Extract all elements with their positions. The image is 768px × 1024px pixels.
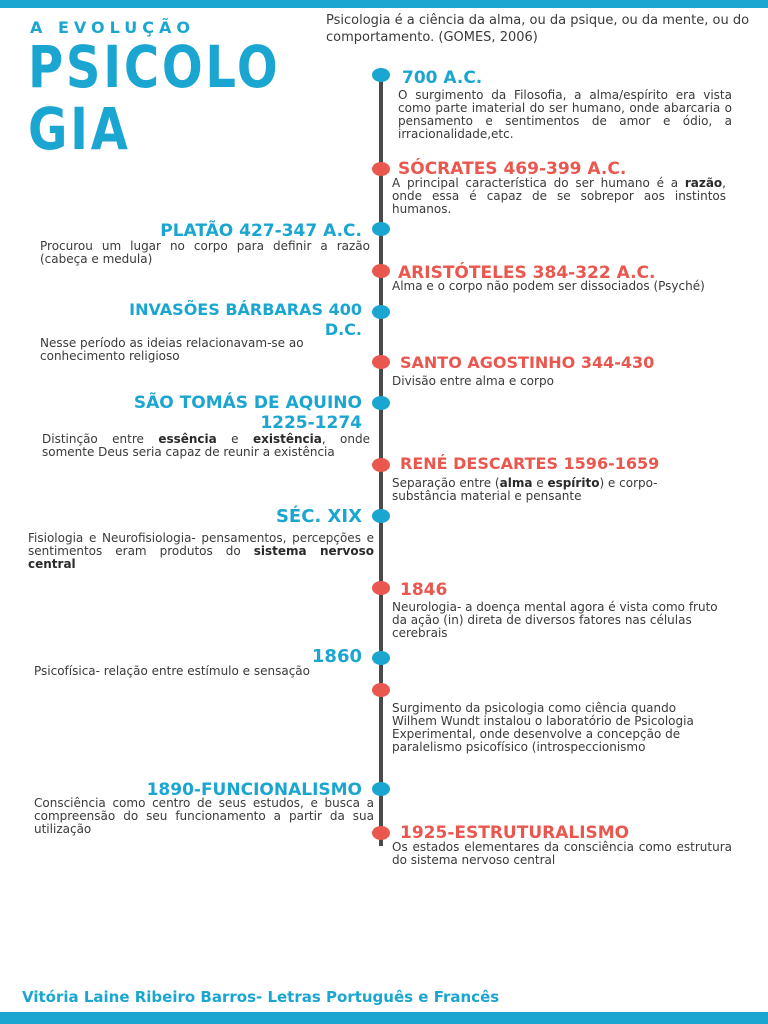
event-agostinho-text: Divisão entre alma e corpo (392, 374, 554, 388)
event-platao-text: Procurou um lugar no corpo para definir a razão (cabeça e medula) (40, 239, 370, 266)
event-descartes-text: Separação entre (alma e espírito) e corpo- substância material e pensante (392, 476, 658, 503)
timeline-dot-sec-xix (372, 509, 390, 523)
page-title-line2: GIA (28, 95, 131, 163)
event-700ac-title: 700 A.C. (402, 68, 483, 88)
event-platao-title: PLATÃO 427-347 A.C. (160, 221, 362, 241)
timeline-dot-agostinho (372, 355, 390, 369)
event-descartes-title: RENÉ DESCARTES 1596-1659 (400, 454, 660, 473)
page-title (28, 33, 304, 163)
event-agostinho-title: SANTO AGOSTINHO 344-430 (400, 353, 655, 372)
event-invasoes-text: Nesse período as ideias relacionavam-se ao conhecimento religioso (40, 336, 304, 363)
author-credit: Vitória Laine Ribeiro Barros- Letras Português e Francês (22, 988, 500, 1006)
timeline-dot-1925 (372, 826, 390, 840)
timeline-dot-aristoteles (372, 264, 390, 278)
timeline-dot-1846 (372, 581, 390, 595)
event-1846-text: Neurologia- a doença mental agora é vista como fruto da ação (in) direta de diversos fatores nas células cerebrais (392, 600, 718, 640)
timeline-dot-platao (372, 222, 390, 236)
event-1860-text: Psicofísica- relação entre estímulo e sensação (34, 664, 310, 678)
event-sec-xix-title: SÉC. XIX (275, 506, 362, 527)
event-1846-title: 1846 (400, 580, 448, 600)
timeline-dot-wundt (372, 683, 390, 697)
event-sec-xix-text: Fisiologia e Neurofisiologia- pensamentos, percepções e sentimentos eram produtos do sistema nervoso central (28, 531, 375, 571)
event-1925-text: Os estados elementares da consciência como estrutura do sistema nervoso central (392, 840, 732, 867)
event-1860-title: 1860 (311, 646, 362, 667)
event-socrates-text: A principal característica do ser humano é a razão, onde essa é capaz de se sobrepor aos instintos humanos. (392, 176, 726, 216)
timeline-dot-700ac (372, 68, 390, 82)
timeline-dot-aquino (372, 396, 390, 410)
timeline-dot-1890 (372, 782, 390, 796)
timeline-dot-invasoes (372, 305, 390, 319)
timeline-dot-descartes (372, 458, 390, 472)
event-invasoes-title: INVASÕES BÁRBARAS 400 D.C. (129, 300, 362, 339)
event-wundt-text: Surgimento da psicologia como ciência quando Wilhem Wundt instalou o laboratório de Psicologia Experimental, onde desenvolve a concepção de paralelismo psicofísico (introspeccionismo (392, 701, 694, 754)
event-1890-text: Consciência como centro de seus estudos, e busca a compreensão do seu funcionamento a partir da sua utilização (34, 796, 374, 836)
page-title-line1: PSICOLO (28, 33, 281, 101)
kicker-label: A EVOLUÇÃO (30, 18, 195, 37)
event-aquino-text: Distinção entre essência e existência, onde somente Deus seria capaz de reunir a existência (42, 432, 371, 459)
event-aquino-title: SÃO TOMÁS DE AQUINO 1225-1274 (133, 393, 362, 433)
timeline-dot-1860 (372, 651, 390, 665)
bottom-accent-bar (0, 1012, 768, 1024)
event-aristoteles-title: ARISTÓTELES 384-322 A.C. (398, 263, 656, 283)
event-aristoteles-text: Alma e o corpo não podem ser dissociados (Psyché) (392, 279, 705, 293)
intro-definition: Psicologia é a ciência da alma, ou da psique, ou da mente, ou do comportamento. (GOMES, 2006) (326, 13, 750, 45)
event-700ac-text: O surgimento da Filosofia, a alma/espírito era vista como parte imaterial do ser humano, onde abarcaria o pensamento e sentimentos de amor e ódio, a irracionalidade,etc. (398, 88, 732, 141)
event-1890-title: 1890-FUNCIONALISMO (146, 780, 362, 800)
event-1925-title: 1925-ESTRUTURALISMO (400, 823, 630, 843)
timeline-dot-socrates (372, 162, 390, 176)
top-accent-bar (0, 0, 768, 8)
event-socrates-title: SÓCRATES 469-399 A.C. (398, 159, 627, 179)
